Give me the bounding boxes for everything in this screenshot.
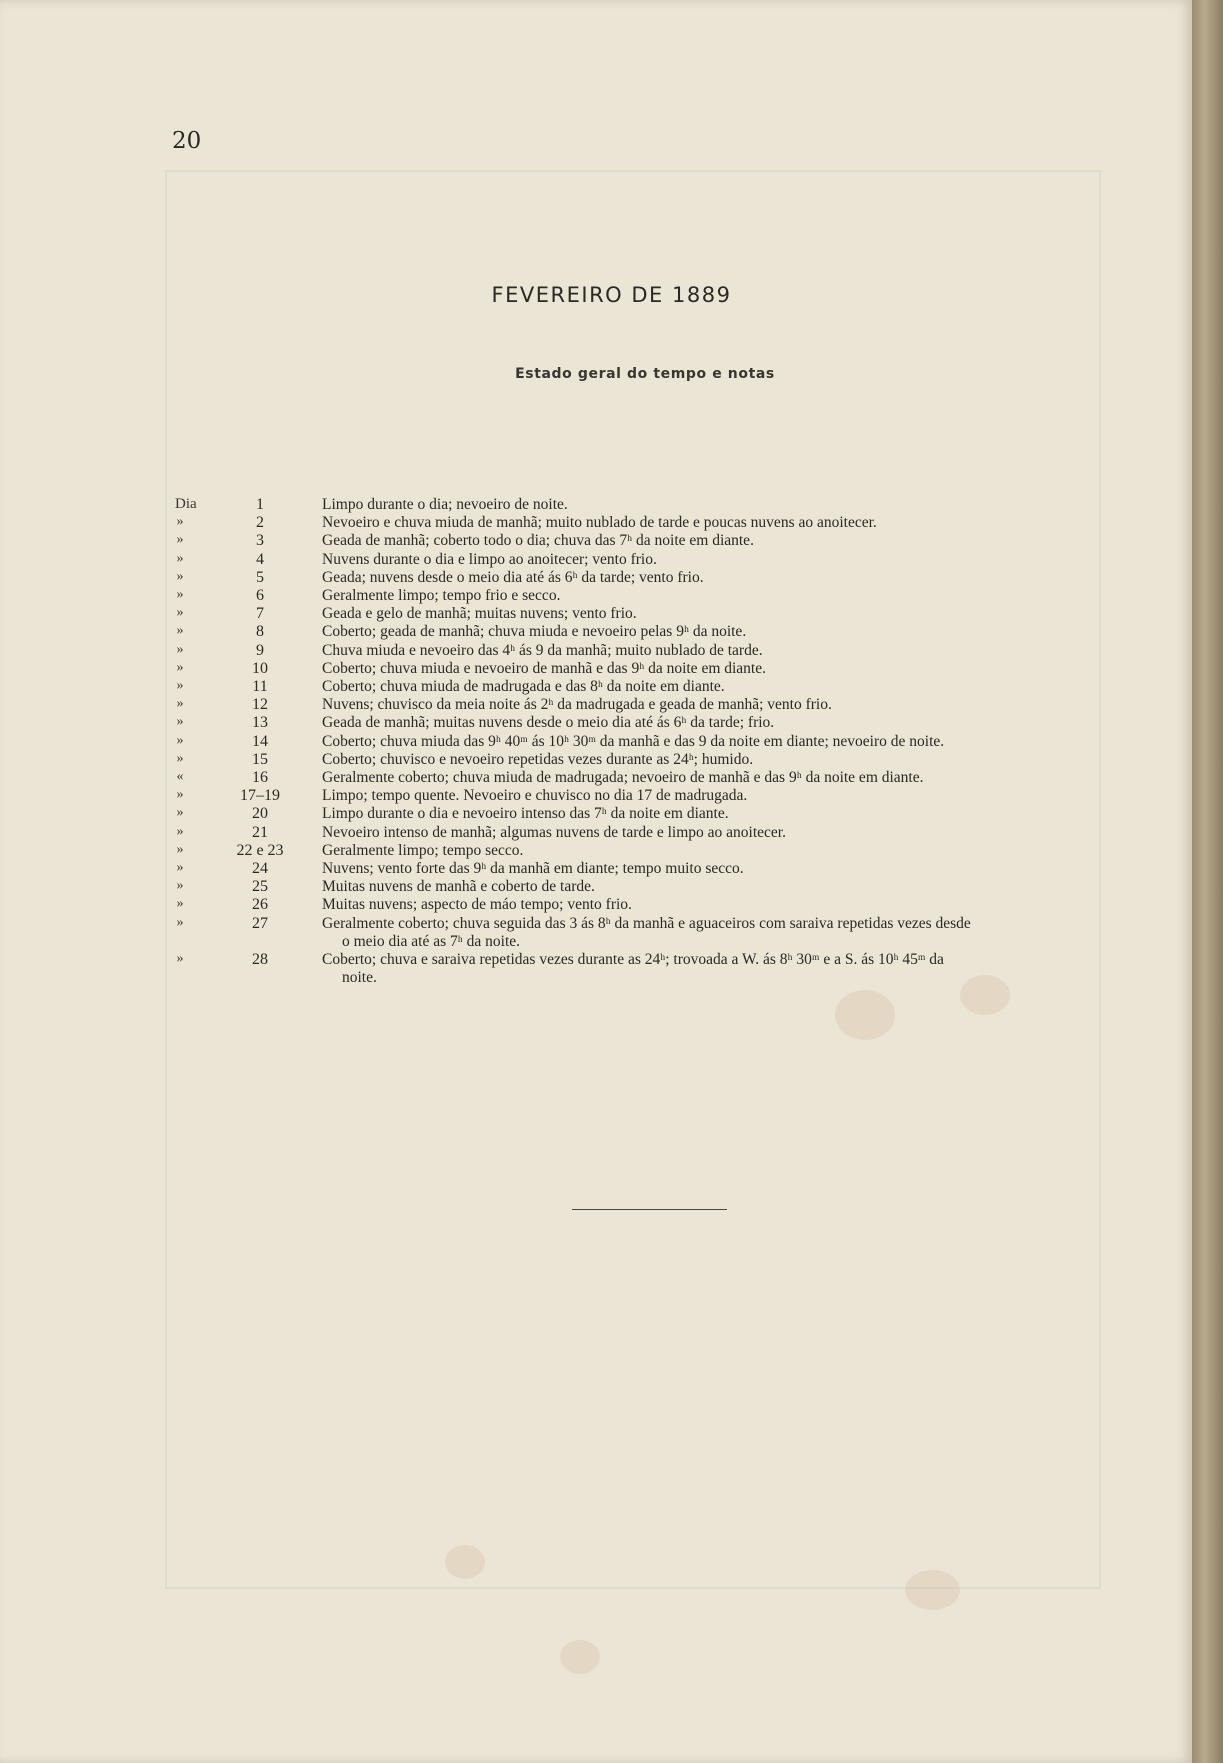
entry-day: 4 xyxy=(256,550,264,568)
weather-entry xyxy=(0,751,1223,769)
entry-text: Geada de manhã; muitas nuvens desde o meio dia até ás 6ʰ da tarde; frio. xyxy=(322,714,775,732)
entry-text: Geralmente coberto; chuva seguida das 3 ás 8ʰ da manhã e aguaceiros com saraiva repetidas vezes desde o meio dia até as 7ʰ da noite. xyxy=(322,915,1122,951)
entry-day: 15 xyxy=(252,750,268,768)
ditto-mark: » xyxy=(176,623,184,639)
foxing-stain xyxy=(445,1545,485,1579)
entry-day: 12 xyxy=(252,696,268,714)
page-title: FEVEREIRO DE 1889 xyxy=(491,283,732,307)
weather-entry xyxy=(0,496,1223,514)
page-number: 20 xyxy=(172,128,202,154)
weather-entry xyxy=(0,678,1223,696)
ditto-mark: » xyxy=(176,550,184,566)
entry-day: 2 xyxy=(256,514,264,532)
weather-entry xyxy=(0,569,1223,587)
ditto-mark: » xyxy=(176,750,184,766)
entry-text: Geada de manhã; coberto todo o dia; chuva das 7ʰ da noite em diante. xyxy=(322,532,754,550)
weather-entry xyxy=(0,914,1223,950)
entry-text: Geralmente coberto; chuva miuda de madrugada; nevoeiro de manhã e das 9ʰ da noite em diante. xyxy=(322,769,924,786)
weather-entry xyxy=(0,878,1223,896)
entry-text: Limpo durante o dia e nevoeiro intenso das 7ʰ da noite em diante. xyxy=(322,805,729,823)
ditto-mark: » xyxy=(176,914,184,930)
entry-text: Coberto; chuva e saraiva repetidas vezes durante as 24ʰ; trovoada a W. ás 8ʰ 30ᵐ e a S. ás 10ʰ 45ᵐ da noite. xyxy=(322,951,1122,987)
weather-entry xyxy=(0,587,1223,605)
end-rule xyxy=(572,1209,727,1210)
entry-text: Chuva miuda e nevoeiro das 4ʰ ás 9 da manhã; muito nublado de tarde. xyxy=(322,641,763,659)
entry-text: Nevoeiro e chuva miuda de manhã; muito nublado de tarde e poucas nuvens ao anoitecer. xyxy=(322,514,877,532)
dia-label: Dia xyxy=(175,496,197,512)
ditto-mark: » xyxy=(176,787,184,803)
ditto-mark: » xyxy=(176,860,184,875)
entry-day: 17–19 xyxy=(240,787,280,805)
entry-day: 10 xyxy=(252,659,268,677)
foxing-stain xyxy=(835,990,895,1040)
entry-day: 13 xyxy=(252,714,268,732)
weather-entry xyxy=(0,824,1223,842)
weather-entry xyxy=(0,551,1223,569)
entry-day: 11 xyxy=(252,678,268,695)
entry-text: Geada e gelo de manhã; muitas nuvens; vento frio. xyxy=(322,605,637,623)
entry-day: 3 xyxy=(256,532,264,550)
ditto-mark: » xyxy=(176,714,184,730)
entry-day: 9 xyxy=(256,641,264,659)
weather-entry xyxy=(0,951,1223,986)
ditto-mark: » xyxy=(176,951,184,966)
entry-day: 16 xyxy=(252,769,268,786)
entry-text: Muitas nuvens; aspecto de máo tempo; vento frio. xyxy=(322,896,632,914)
entry-text: Coberto; chuvisco e nevoeiro repetidas vezes durante as 24ʰ; humido. xyxy=(322,750,754,768)
weather-entry xyxy=(0,733,1223,751)
ditto-mark: » xyxy=(176,841,184,857)
section-subtitle: Estado geral do tempo e notas xyxy=(515,366,775,382)
entry-text-continuation: noite. xyxy=(342,969,377,986)
weather-entry xyxy=(0,805,1223,823)
foxing-stain xyxy=(905,1570,960,1610)
ditto-mark: » xyxy=(176,641,184,657)
ditto-mark: » xyxy=(176,514,184,530)
entry-text-continuation: o meio dia até as 7ʰ da noite. xyxy=(342,932,521,950)
weather-entry xyxy=(0,623,1223,641)
entry-day: 22 e 23 xyxy=(236,841,284,859)
weather-entry xyxy=(0,642,1223,660)
entry-day: 27 xyxy=(252,914,268,932)
entry-text: Coberto; chuva miuda das 9ʰ 40ᵐ ás 10ʰ 30ᵐ da manhã e das 9 da noite em diante; nevoeiro de noite. xyxy=(322,732,945,750)
entry-day: 20 xyxy=(252,805,268,823)
ditto-mark: » xyxy=(176,805,184,821)
weather-entry xyxy=(0,532,1223,550)
ditto-mark: » xyxy=(176,587,184,602)
ditto-mark: » xyxy=(176,823,184,839)
entry-day: 6 xyxy=(256,587,264,604)
entry-day: 26 xyxy=(252,896,268,914)
entry-text: Limpo durante o dia; nevoeiro de noite. xyxy=(322,496,568,513)
entry-text: Coberto; chuva miuda e nevoeiro de manhã e das 9ʰ da noite em diante. xyxy=(322,659,766,677)
entry-text: Nuvens; chuvisco da meia noite ás 2ʰ da madrugada e geada de manhã; vento frio. xyxy=(322,696,832,714)
ditto-mark: » xyxy=(176,878,184,894)
entry-day: 25 xyxy=(252,878,268,896)
entry-day: 21 xyxy=(252,823,268,841)
foxing-stain xyxy=(560,1640,600,1674)
entry-day: 28 xyxy=(252,951,268,968)
entry-day: 24 xyxy=(252,860,268,877)
entry-day: 14 xyxy=(252,732,268,750)
entry-text: Limpo; tempo quente. Nevoeiro e chuvisco no dia 17 de madrugada. xyxy=(322,787,748,805)
weather-entry xyxy=(0,787,1223,805)
weather-entry xyxy=(0,660,1223,678)
weather-entry xyxy=(0,896,1223,914)
ditto-mark: » xyxy=(176,532,184,548)
entry-day: 8 xyxy=(256,623,264,641)
ditto-mark: » xyxy=(176,678,184,693)
ditto-mark: » xyxy=(176,896,184,912)
weather-entry xyxy=(0,714,1223,732)
entry-text: Nuvens durante o dia e limpo ao anoitecer; vento frio. xyxy=(322,550,657,568)
weather-entry xyxy=(0,842,1223,860)
ditto-mark: » xyxy=(176,732,184,748)
entry-text: Geralmente limpo; tempo secco. xyxy=(322,841,524,859)
ditto-mark: » xyxy=(176,659,184,675)
entry-text: Coberto; chuva miuda de madrugada e das 8ʰ da noite em diante. xyxy=(322,678,725,695)
entry-text: Nuvens; vento forte das 9ʰ da manhã em diante; tempo muito secco. xyxy=(322,860,744,877)
entry-text: Coberto; geada de manhã; chuva miuda e nevoeiro pelas 9ʰ da noite. xyxy=(322,623,747,641)
ditto-mark: « xyxy=(176,769,184,784)
entry-day: 5 xyxy=(256,568,264,586)
entry-text: Geralmente limpo; tempo frio e secco. xyxy=(322,587,561,604)
ditto-mark: » xyxy=(176,605,184,621)
weather-entry xyxy=(0,860,1223,878)
entry-text: Geada; nuvens desde o meio dia até ás 6ʰ da tarde; vento frio. xyxy=(322,568,704,586)
entry-text: Nevoeiro intenso de manhã; algumas nuvens de tarde e limpo ao anoitecer. xyxy=(322,823,786,841)
entry-day: 1 xyxy=(256,496,264,513)
weather-entry xyxy=(0,514,1223,532)
weather-entry xyxy=(0,605,1223,623)
entry-day: 7 xyxy=(256,605,264,623)
ditto-mark: » xyxy=(176,568,184,584)
entry-text: Muitas nuvens de manhã e coberto de tarde. xyxy=(322,878,595,896)
weather-entry xyxy=(0,696,1223,714)
ditto-mark: » xyxy=(176,696,184,712)
weather-entry xyxy=(0,769,1223,787)
